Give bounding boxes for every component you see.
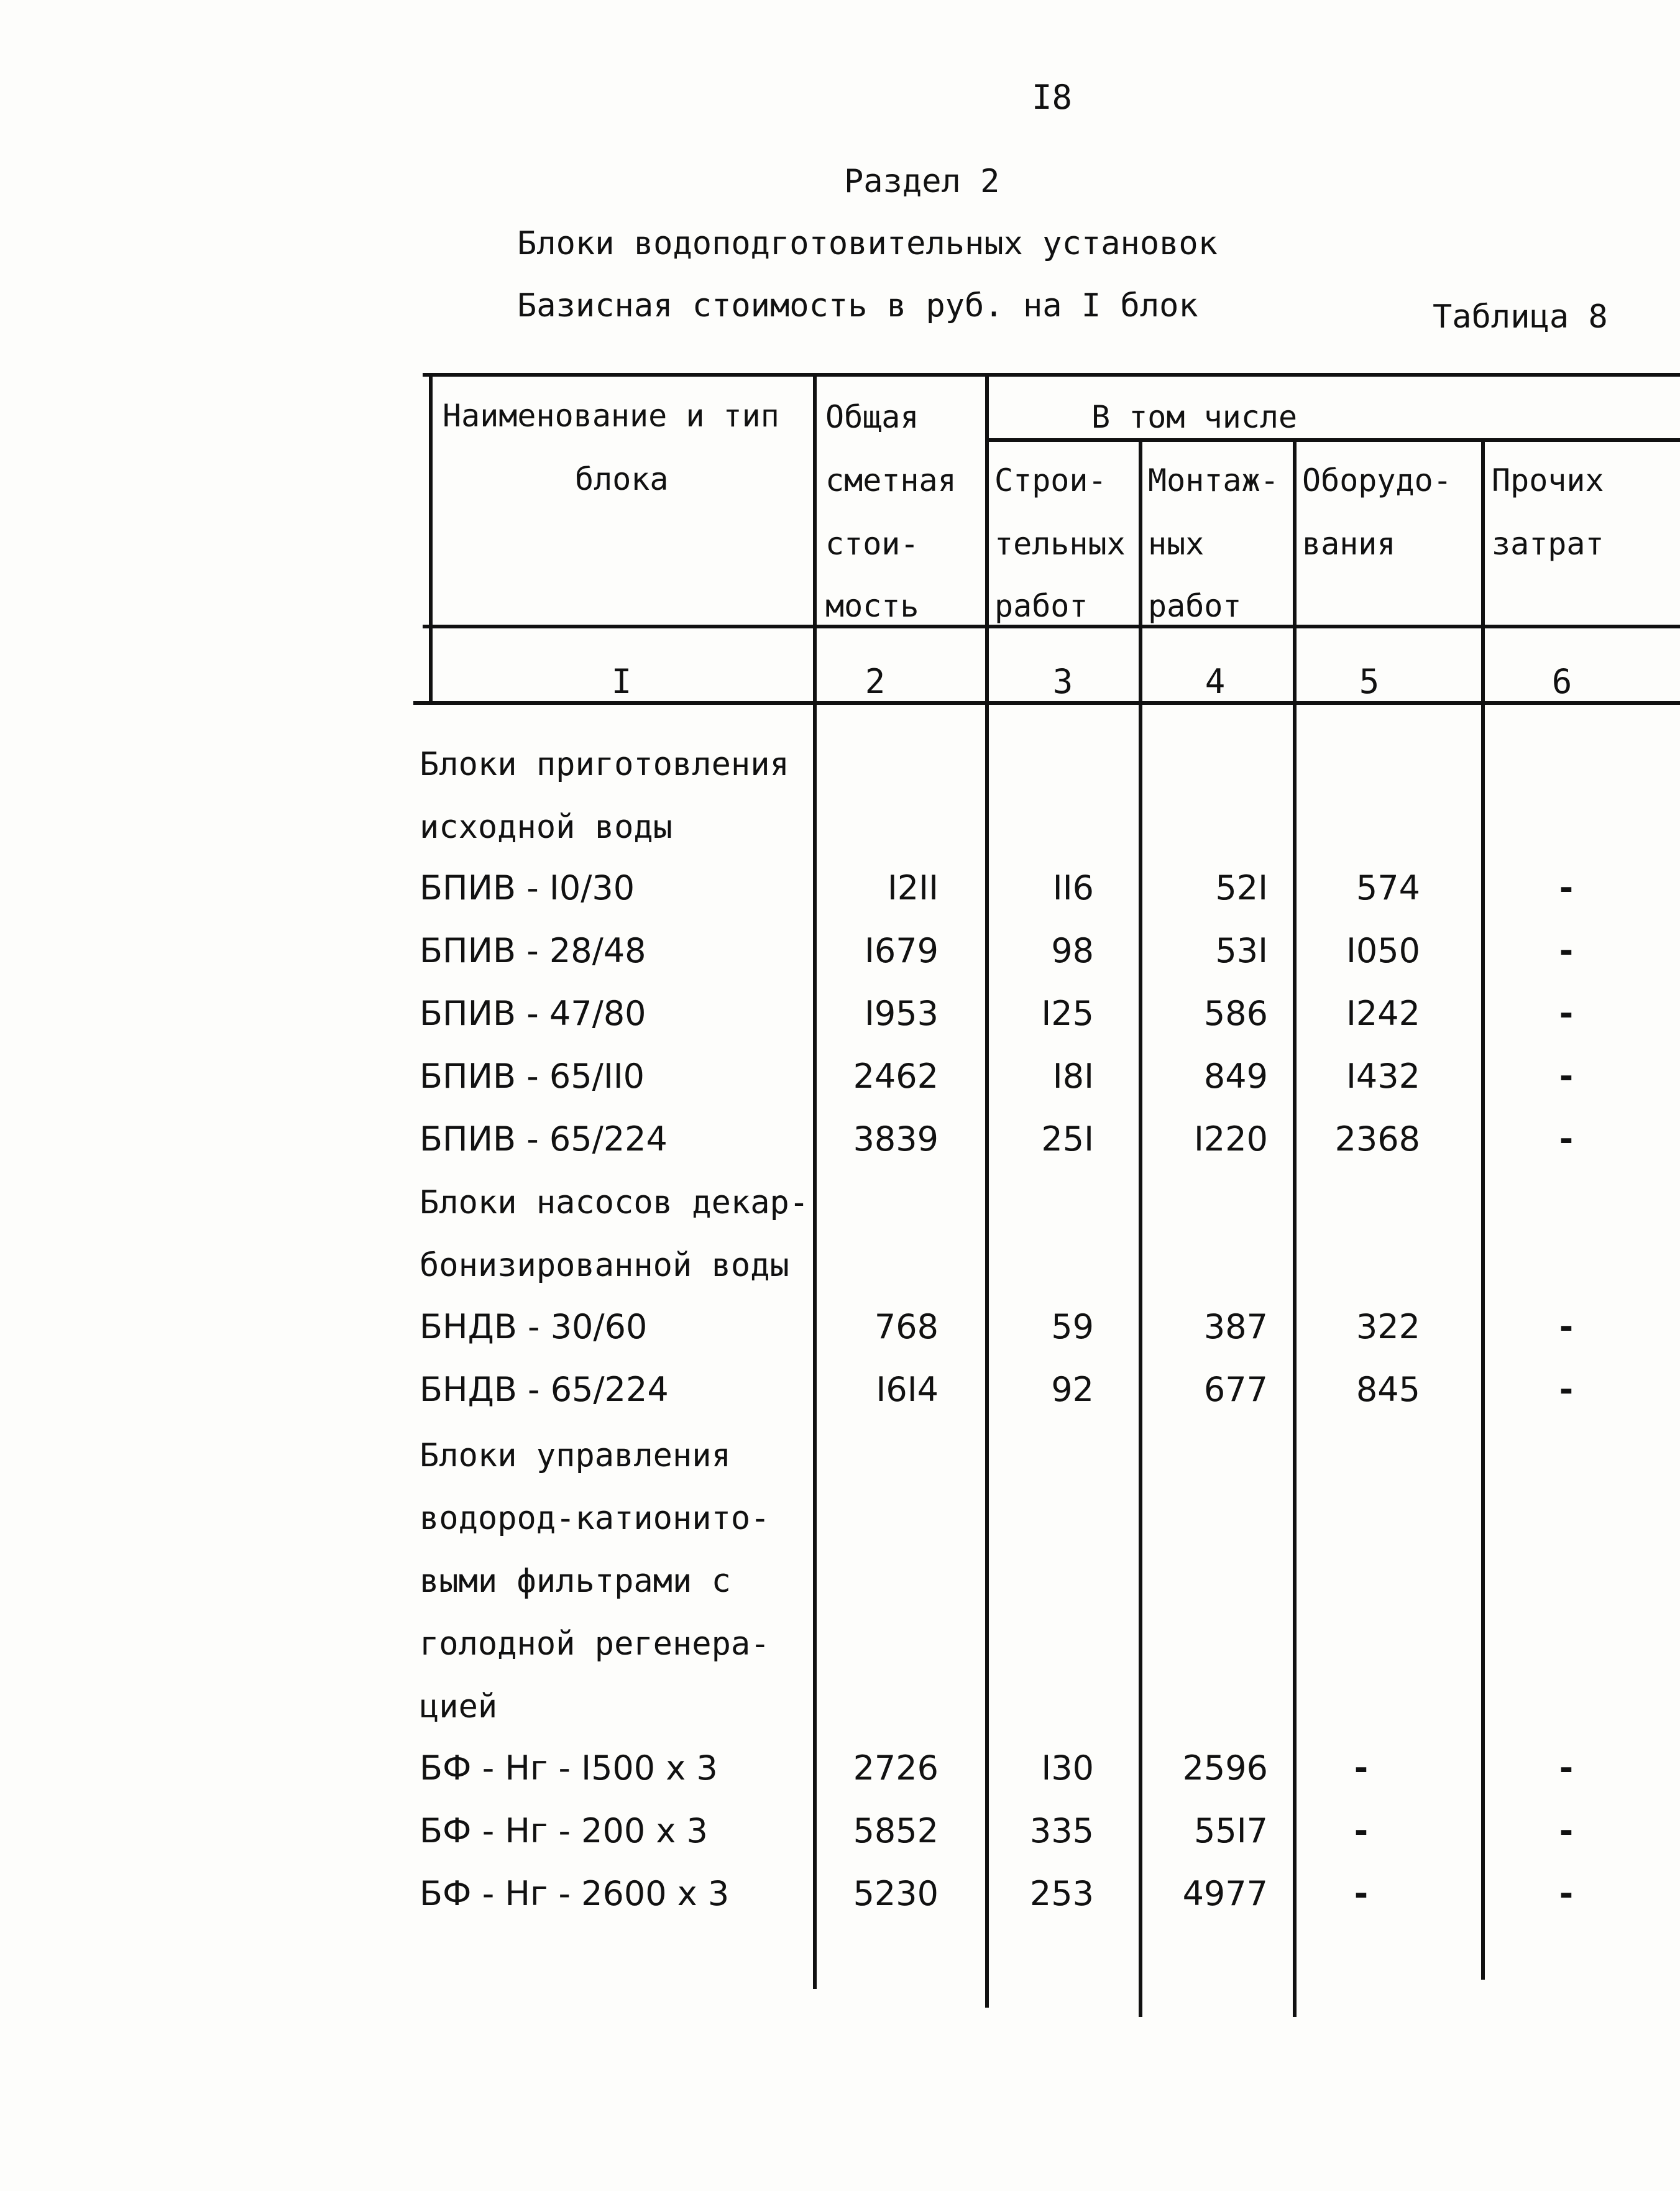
- block-name: БПИВ - 47/80: [420, 994, 646, 1033]
- construction-cost: 253: [1029, 1874, 1094, 1913]
- construction-cost: 98: [1051, 931, 1094, 970]
- other-cost: -: [1559, 1748, 1574, 1788]
- col-number-4: 4: [1205, 662, 1226, 701]
- total-cost: I679: [865, 931, 939, 970]
- equipment-cost: 322: [1356, 1307, 1420, 1346]
- other-cost: -: [1559, 1307, 1574, 1346]
- other-cost: -: [1559, 931, 1574, 970]
- construction-cost: I30: [1041, 1748, 1094, 1788]
- document-subtitle: Базисная стоимость в руб. на I блок: [517, 287, 1198, 324]
- installation-cost: 586: [1203, 994, 1268, 1033]
- other-cost: -: [1559, 1874, 1574, 1913]
- equipment-cost: -: [1354, 1748, 1369, 1788]
- installation-cost: 387: [1203, 1307, 1268, 1346]
- document-title: Блоки водоподготовительных установок: [517, 225, 1218, 262]
- installation-cost: 849: [1203, 1057, 1268, 1096]
- other-cost: -: [1559, 1370, 1574, 1409]
- construction-cost: 25I: [1041, 1119, 1094, 1159]
- installation-cost: 4977: [1182, 1874, 1268, 1913]
- table-row: [0, 1057, 1680, 1119]
- col5-header-2: вания: [1302, 526, 1396, 562]
- equipment-cost: -: [1354, 1874, 1369, 1913]
- block-name: БНДВ - 65/224: [420, 1370, 669, 1409]
- total-cost: 5230: [853, 1874, 939, 1913]
- group-title-row: [0, 733, 1680, 846]
- table-label: Таблица 8: [1433, 298, 1608, 336]
- col-number-5: 5: [1359, 662, 1380, 701]
- block-name: БПИВ - I0/30: [420, 868, 635, 907]
- total-cost: 768: [874, 1307, 939, 1346]
- installation-cost: 53I: [1215, 931, 1268, 970]
- table-row: [0, 868, 1680, 930]
- group-title: Блоки управления водород-катионито- выми фильтрами с голодной регенера- цией: [420, 1437, 770, 1725]
- col2-header-4: мость: [825, 588, 919, 624]
- col1-header-2: блока: [575, 461, 669, 497]
- equipment-cost: I432: [1346, 1057, 1420, 1096]
- col-number-3: 3: [1052, 662, 1073, 701]
- block-name: БФ - Нг - I500 x 3: [420, 1748, 718, 1788]
- group-title-row: [0, 1425, 1680, 1725]
- block-name: БФ - Нг - 2600 x 3: [420, 1874, 730, 1913]
- construction-cost: II6: [1052, 868, 1094, 907]
- block-name: БФ - Нг - 200 x 3: [420, 1811, 708, 1850]
- installation-cost: I220: [1194, 1119, 1268, 1159]
- construction-cost: 59: [1051, 1307, 1094, 1346]
- other-cost: -: [1559, 1057, 1574, 1096]
- equipment-cost: 2368: [1334, 1119, 1420, 1159]
- table-row: [0, 1370, 1680, 1432]
- total-cost: I953: [865, 994, 939, 1033]
- total-cost: 5852: [853, 1811, 939, 1850]
- col2-header-3: стои-: [825, 526, 919, 562]
- col2-header-2: сметная: [825, 462, 957, 498]
- col2-header-1: Общая: [825, 399, 919, 435]
- col-number-1: I: [611, 662, 632, 701]
- equipment-cost: I050: [1346, 931, 1420, 970]
- table-row: [0, 931, 1680, 993]
- installation-cost: 52I: [1215, 868, 1268, 907]
- construction-cost: I25: [1041, 994, 1094, 1033]
- group-title: Блоки приготовления исходной воды: [420, 746, 789, 846]
- equipment-cost: I242: [1346, 994, 1420, 1033]
- group-header: В том числе: [1091, 399, 1298, 435]
- col4-header-1: Монтаж-: [1148, 462, 1279, 498]
- installation-cost: 677: [1203, 1370, 1268, 1409]
- total-cost: I2II: [887, 868, 939, 907]
- block-name: БНДВ - 30/60: [420, 1307, 648, 1346]
- col3-header-3: работ: [994, 588, 1088, 624]
- col4-header-3: работ: [1148, 588, 1242, 624]
- construction-cost: 335: [1029, 1811, 1094, 1850]
- total-cost: I6I4: [876, 1370, 939, 1409]
- col-number-6: 6: [1551, 662, 1572, 701]
- group-title-row: [0, 1172, 1680, 1284]
- col4-header-2: ных: [1148, 526, 1205, 562]
- equipment-cost: 574: [1356, 868, 1420, 907]
- table-row: [0, 1748, 1680, 1811]
- group-title: Блоки насосов декар- бонизированной воды: [420, 1184, 809, 1284]
- col3-header-2: тельных: [994, 526, 1126, 562]
- section-title: Раздел 2: [844, 163, 1000, 200]
- page-number: I8: [1032, 78, 1073, 117]
- other-cost: -: [1559, 1119, 1574, 1159]
- col6-header-2: затрат: [1492, 526, 1604, 562]
- equipment-cost: 845: [1356, 1370, 1420, 1409]
- equipment-cost: -: [1354, 1811, 1369, 1850]
- block-name: БПИВ - 65/II0: [420, 1057, 645, 1096]
- block-name: БПИВ - 65/224: [420, 1119, 668, 1159]
- col1-header: Наименование и тип: [443, 398, 779, 434]
- table-row: [0, 1874, 1680, 1936]
- other-cost: -: [1559, 994, 1574, 1033]
- col3-header-1: Строи-: [994, 462, 1107, 498]
- construction-cost: I8I: [1052, 1057, 1094, 1096]
- col5-header-1: Оборудо-: [1302, 462, 1452, 498]
- installation-cost: 55I7: [1194, 1811, 1268, 1850]
- table-row: [0, 1307, 1680, 1369]
- col6-header-1: Прочих: [1492, 462, 1604, 498]
- table-row: [0, 1811, 1680, 1873]
- construction-cost: 92: [1051, 1370, 1094, 1409]
- other-cost: -: [1559, 1811, 1574, 1850]
- table-row: [0, 994, 1680, 1056]
- col-number-2: 2: [865, 662, 886, 701]
- total-cost: 2726: [853, 1748, 939, 1788]
- total-cost: 3839: [853, 1119, 939, 1159]
- total-cost: 2462: [853, 1057, 939, 1096]
- installation-cost: 2596: [1182, 1748, 1268, 1788]
- other-cost: -: [1559, 868, 1574, 907]
- block-name: БПИВ - 28/48: [420, 931, 646, 970]
